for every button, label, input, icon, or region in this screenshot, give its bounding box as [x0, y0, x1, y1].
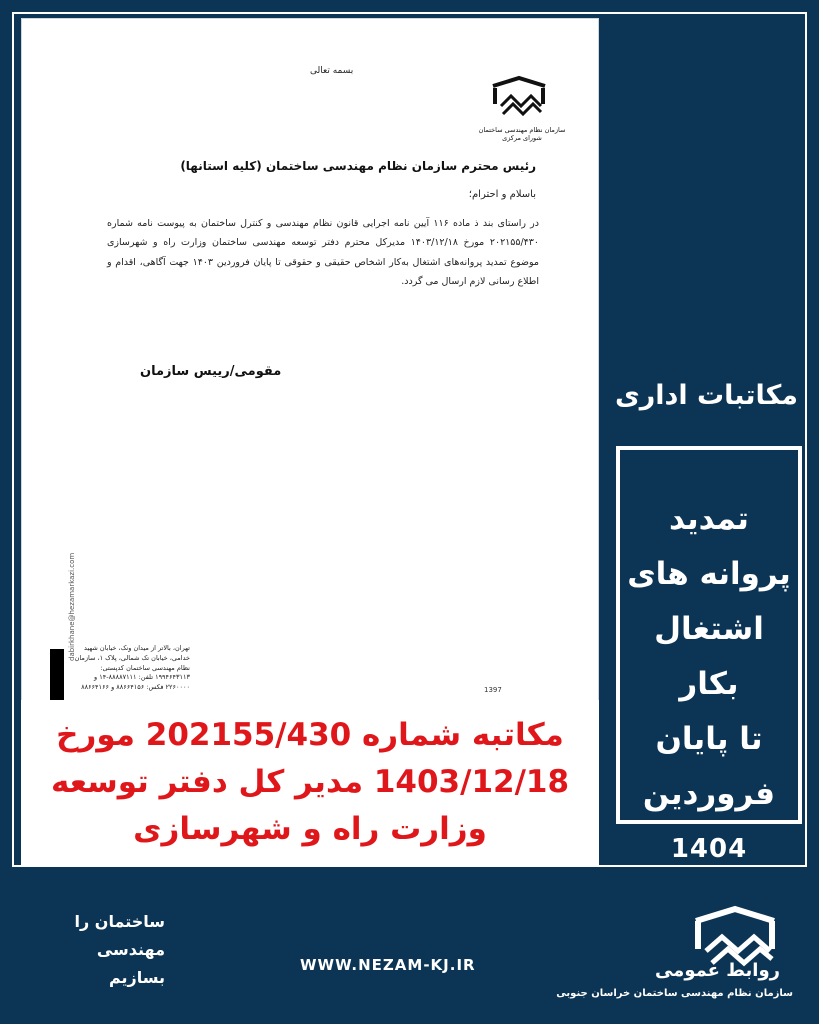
slogan-line-3: بسازیم	[108, 968, 165, 987]
letter-address: تهران، بالاتر از میدان ونک، خیابان شهید خدامی، خیابان تک شمالی، پلاک ۱، سازمان نظام مهندسی ساختمان کدپستی: ۱۹۹۴۶۴۳۱۱۳ تلفن: ۸۸۸۸۷۱۱۱-۱۴ و ۲۲۶۰۰۰۰ فکس: ۸۸۶۶۴۱۵۶ و ۸۸۶۶۴۱۶۶	[74, 644, 190, 691]
scanned-letter	[21, 18, 599, 718]
category-label: مکاتبات اداری	[614, 380, 799, 411]
public-relations-subtitle: سازمان نظام مهندسی ساختمان خراسان جنوبی	[556, 988, 793, 999]
slogan-line-2: مهندسی	[96, 940, 165, 959]
title-year: 1404	[670, 834, 748, 864]
council-logo	[477, 74, 567, 164]
building-roof-icon	[690, 905, 780, 967]
public-relations-title: روابط عمومی	[654, 960, 780, 981]
title-line-2: پروانه های	[627, 556, 791, 592]
website-link[interactable]: WWW.NEZAM-KJ.IR	[300, 956, 476, 974]
headline	[30, 712, 590, 853]
logo-caption-council: شورای مرکزی	[502, 134, 542, 143]
slogan-line-1: ساختمان را	[74, 912, 165, 931]
letter-greeting: باسلام و احترام؛	[468, 189, 536, 200]
letter-addressee: رئیس محترم سازمان نظام مهندسی ساختمان (کلیه استانها)	[180, 159, 536, 173]
building-logo-icon	[489, 74, 549, 124]
letter-besmele: بسمه تعالی	[310, 66, 354, 76]
headline-line-3: وزارت راه و شهرسازی	[133, 811, 487, 847]
logo-caption-org: سازمان نظام مهندسی ساختمان	[478, 126, 566, 134]
headline-line-1: مکاتبه شماره 202155/430 مورخ	[56, 717, 564, 753]
slogan	[40, 908, 165, 992]
title-box	[616, 446, 802, 864]
headline-line-2: 1403/12/18 مدیر کل دفتر توسعه	[50, 764, 570, 800]
letter-signatory: مقومی/رییس سازمان	[140, 364, 282, 379]
title-line-1: تمدید	[669, 501, 749, 537]
title-line-5: فروردین	[642, 776, 776, 812]
side-email: dabirkhane@hezamarkazi.com	[68, 552, 76, 661]
title-line-4: تا پایان	[655, 721, 763, 757]
title-line-3: اشتغال بکار	[654, 611, 764, 702]
public-relations-logo	[690, 905, 780, 967]
letter-body: در راستای بند ذ ماده ۱۱۶ آیین نامه اجرایی قانون نظام مهندسی و کنترل ساختمان به پیوست نامه شماره ۲۰۲۱۵۵/۴۳۰ مورخ ۱۴۰۳/۱۲/۱۸ مدیرکل محترم دفتر توسعه مهندسی ساختمان وزارت راه و شهرسازی موضوع تمدید پروانه‌های اشتغال به‌کار اشخاص حقیقی و حقوقی تا پایان فروردین ۱۴۰۳ جهت آگاهی، اقدام و اطلاع رسانی لازم ارسال می گردد.	[107, 218, 539, 288]
letter-page-number: 1397	[484, 686, 502, 694]
